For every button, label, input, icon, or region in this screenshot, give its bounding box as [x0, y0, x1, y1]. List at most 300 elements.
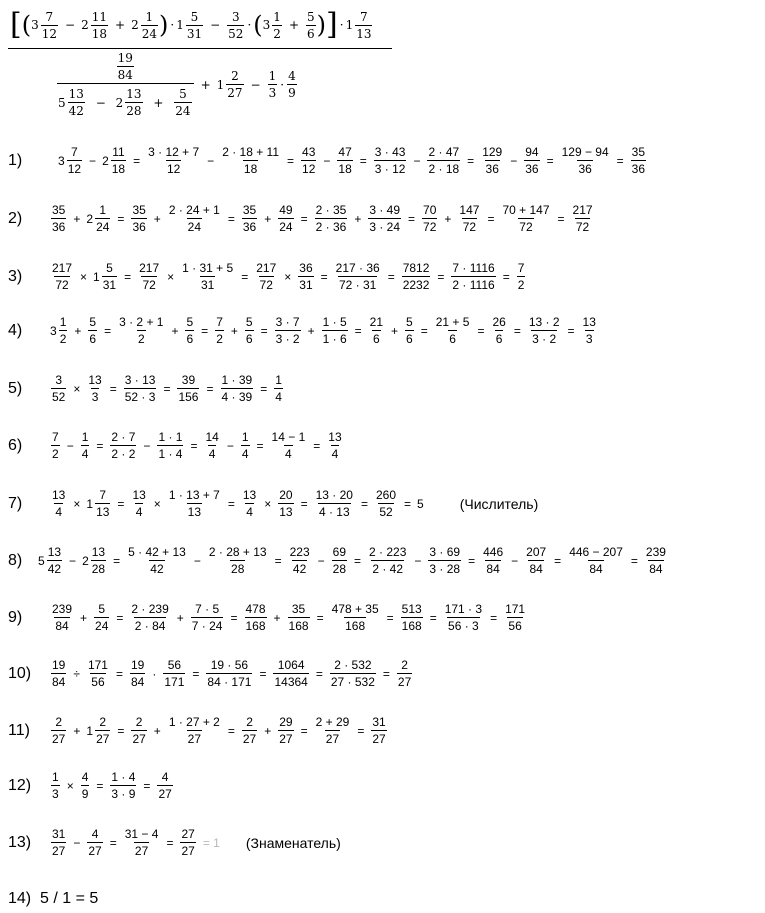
- fraction: [167, 489, 222, 518]
- operator: =: [468, 553, 476, 568]
- fraction: [527, 316, 562, 345]
- numerator: 7 · 1116: [452, 261, 495, 275]
- fraction: [287, 603, 311, 632]
- denominator: 56: [91, 675, 105, 689]
- denominator: 12: [67, 162, 82, 176]
- fraction: [334, 262, 382, 291]
- numerator: 1: [81, 430, 89, 444]
- denominator: 13: [96, 505, 110, 519]
- operator: −: [95, 95, 106, 110]
- numerator: 13: [242, 488, 257, 502]
- numerator: 43: [302, 145, 316, 159]
- numerator: 3: [55, 373, 63, 387]
- numerator: 13 · 20: [315, 488, 353, 502]
- step-number: 1): [8, 151, 23, 169]
- operator: +: [153, 211, 161, 226]
- operator: =: [315, 666, 323, 681]
- operator: +: [264, 211, 272, 226]
- denominator: 84: [649, 562, 663, 576]
- denominator: 31: [201, 278, 215, 292]
- fraction: [571, 204, 595, 233]
- operator: =: [113, 553, 121, 568]
- operator: =: [143, 778, 151, 793]
- denominator: 2: [52, 447, 59, 461]
- numerator: 5: [307, 9, 315, 24]
- denominator: 3: [52, 787, 59, 801]
- numerator: 3 · 2 + 1: [119, 315, 164, 329]
- numerator: 207: [526, 545, 547, 559]
- whole-part: 1: [176, 18, 184, 32]
- fraction: [50, 603, 74, 632]
- fraction: [129, 659, 146, 688]
- numerator: 2: [401, 658, 408, 672]
- operator: =: [166, 835, 174, 850]
- fraction: [567, 546, 625, 575]
- numerator: 1: [145, 9, 154, 24]
- denominator: 18: [111, 162, 126, 176]
- step-7: [8, 489, 763, 518]
- numerator: 69: [332, 545, 346, 559]
- denominator: 27: [372, 732, 386, 746]
- denominator: 2 · 84: [134, 619, 166, 633]
- fraction: [321, 316, 349, 345]
- denominator: 168: [401, 619, 422, 633]
- numerator: 35: [291, 602, 306, 616]
- operator: =: [557, 211, 565, 226]
- mixed-number: [86, 716, 111, 745]
- step-1: [8, 146, 763, 175]
- operator: =: [354, 553, 362, 568]
- fraction: [156, 771, 173, 800]
- numerator: 1 · 27 + 2: [168, 715, 220, 729]
- operator: =: [109, 381, 117, 396]
- numerator: 35: [52, 203, 66, 217]
- fraction: [370, 716, 387, 745]
- denominator: 2 · 42: [372, 562, 404, 576]
- operator: +: [444, 211, 452, 226]
- operator: =: [360, 496, 368, 511]
- numerator: 2 · 223: [369, 545, 407, 559]
- fraction: [214, 316, 225, 345]
- denominator: 27: [134, 844, 149, 858]
- fraction: [490, 316, 507, 345]
- numerator: 3 · 49: [369, 203, 401, 217]
- fraction: [110, 146, 127, 175]
- fraction: [421, 204, 438, 233]
- operator: =: [241, 269, 249, 284]
- denominator: 72: [259, 278, 273, 292]
- numerator: 2 + 29: [315, 715, 350, 729]
- numerator: 47: [338, 145, 352, 159]
- denominator: 52: [52, 390, 66, 404]
- operator: =: [300, 723, 308, 738]
- denominator: 36: [578, 162, 592, 176]
- numerator: 13: [126, 87, 142, 101]
- operator: ×: [73, 381, 81, 396]
- bracket: ): [316, 11, 327, 39]
- fraction: [240, 431, 251, 460]
- numerator: 31: [372, 715, 386, 729]
- bracket: [: [10, 7, 22, 42]
- denominator: 52: [379, 505, 393, 519]
- step-number: 11): [8, 721, 30, 739]
- operator: +: [200, 77, 211, 92]
- fraction: [270, 431, 308, 460]
- whole-part: 2: [102, 153, 109, 168]
- denominator: 72: [142, 278, 156, 292]
- operator: =: [357, 723, 365, 738]
- operator: −: [414, 553, 422, 568]
- operator: +: [153, 95, 164, 110]
- operator: =: [133, 153, 141, 168]
- step-12: [8, 771, 763, 800]
- fraction: [137, 262, 161, 291]
- denominator: 3 · 2: [532, 332, 557, 346]
- numerator: 2: [231, 69, 239, 83]
- numerator: 3 · 69: [429, 545, 461, 559]
- fraction: [581, 316, 598, 345]
- fraction: [336, 146, 353, 175]
- numerator: 13: [52, 488, 66, 502]
- denominator: 168: [345, 619, 366, 633]
- step-number: 4): [8, 321, 23, 339]
- numerator: 5: [186, 315, 194, 329]
- numerator: 7: [52, 430, 59, 444]
- fraction: [94, 716, 111, 745]
- numerator: 1: [99, 203, 107, 217]
- fraction: [277, 489, 294, 518]
- denominator: 6: [495, 332, 503, 346]
- fraction: [480, 146, 504, 175]
- operator: =: [386, 610, 394, 625]
- fraction: [220, 374, 255, 403]
- denominator: 27: [279, 732, 293, 746]
- operator: =: [192, 666, 200, 681]
- fraction: [374, 489, 398, 518]
- denominator: 4: [81, 447, 89, 461]
- numerator: 2 · 47: [428, 145, 460, 159]
- whole-part: 1: [86, 723, 94, 738]
- numerator: 1: [241, 430, 249, 444]
- step-4: [8, 316, 763, 345]
- denominator: 4: [208, 447, 216, 461]
- operator: +: [264, 723, 272, 738]
- numerator: 7: [517, 261, 525, 275]
- fraction: [130, 204, 147, 233]
- denominator: 2 · 18: [428, 162, 460, 176]
- fraction: [367, 204, 402, 233]
- numerator: 239: [52, 602, 73, 616]
- denominator: 2 · 36: [315, 220, 347, 234]
- denominator: 9: [288, 86, 296, 100]
- whole-part: 3: [58, 153, 65, 168]
- numerator: 7812: [402, 261, 430, 275]
- fraction: [500, 204, 551, 233]
- denominator: 6: [372, 332, 380, 346]
- final-answer: 5 / 1 = 5: [40, 890, 99, 907]
- fraction: [50, 374, 67, 403]
- fraction: [86, 659, 110, 688]
- fraction: [179, 828, 196, 857]
- fraction: [94, 489, 111, 518]
- numerator: 217: [52, 261, 73, 275]
- numerator: 2 · 24 + 1: [168, 203, 220, 217]
- mixed-number: [86, 489, 111, 518]
- bracket: ]: [326, 7, 338, 42]
- numerator: 11: [112, 145, 125, 159]
- denominator: 7 · 24: [191, 619, 223, 633]
- mixed-number: [82, 546, 107, 575]
- operator: −: [226, 438, 234, 453]
- numerator: 171: [505, 602, 526, 616]
- fraction: [644, 546, 668, 575]
- fraction: [190, 603, 225, 632]
- denominator: 6: [449, 332, 456, 346]
- operator: =: [404, 496, 412, 511]
- fraction: [457, 204, 481, 233]
- operator: −: [210, 18, 221, 32]
- numerator: 13: [328, 430, 342, 444]
- denominator: 3: [585, 332, 593, 346]
- denominator: 36: [242, 220, 257, 234]
- denominator: 27 · 532: [330, 675, 375, 689]
- denominator: 56: [508, 619, 522, 633]
- numerator: 13: [91, 545, 106, 559]
- dot-operator: ·: [339, 18, 344, 32]
- operator: ×: [284, 269, 292, 284]
- fraction: [156, 431, 184, 460]
- denominator: 31: [102, 278, 117, 292]
- whole-part: 1: [216, 77, 225, 92]
- math-token: 5: [417, 496, 424, 511]
- denominator: 42: [47, 562, 62, 576]
- denominator: 42: [68, 104, 84, 118]
- denominator: 4: [55, 505, 63, 519]
- denominator: 6: [406, 332, 413, 346]
- denominator: 2 · 2: [111, 447, 136, 461]
- fraction: [50, 659, 67, 688]
- operator: =: [163, 381, 171, 396]
- dot-operator: ·: [280, 77, 285, 92]
- denominator: 27: [181, 844, 195, 858]
- numerator: 70: [423, 203, 437, 217]
- denominator: 28: [332, 562, 346, 576]
- numerator: 26: [492, 315, 506, 329]
- numerator: 3 · 7: [275, 315, 300, 329]
- numerator: 2 · 7: [111, 430, 136, 444]
- operator: =: [260, 381, 268, 396]
- numerator: 36: [299, 261, 313, 275]
- numerator: 239: [645, 545, 666, 559]
- operator: =: [630, 553, 638, 568]
- numerator: 2 · 18 + 11: [222, 145, 280, 159]
- operator: +: [171, 323, 179, 338]
- numerator: 35: [631, 145, 646, 159]
- fraction: [241, 489, 258, 518]
- denominator: 31: [299, 278, 313, 292]
- fraction: [244, 316, 255, 345]
- fraction: [373, 146, 408, 175]
- numerator: 217 · 36: [335, 261, 380, 275]
- step-3: [8, 262, 763, 291]
- operator: −: [66, 438, 74, 453]
- numerator: 19: [131, 658, 145, 672]
- fraction: [220, 146, 281, 175]
- fraction: [207, 546, 269, 575]
- numerator: 3 · 13: [124, 373, 156, 387]
- denominator: 36: [525, 162, 539, 176]
- denominator: 4: [331, 447, 339, 461]
- denominator: 171: [164, 675, 185, 689]
- denominator: 6: [245, 332, 253, 346]
- numerator: 35: [242, 203, 257, 217]
- step-number: 8): [8, 551, 23, 569]
- fraction: [426, 146, 461, 175]
- numerator: 13: [582, 315, 596, 329]
- whole-part: 1: [86, 496, 94, 511]
- denominator: 2: [137, 332, 145, 346]
- numerator: 171 · 3: [444, 602, 483, 616]
- step-13: [8, 828, 763, 857]
- fraction: [481, 546, 505, 575]
- numerator: 4: [91, 827, 99, 841]
- denominator: 168: [288, 619, 309, 633]
- denominator: 27: [187, 732, 202, 746]
- denominator: 52 · 3: [124, 390, 156, 404]
- fraction: [50, 771, 61, 800]
- dot-operator: ·: [170, 18, 175, 32]
- fraction: [50, 489, 67, 518]
- step-2: [8, 204, 763, 233]
- fraction: [524, 546, 548, 575]
- fraction: [58, 316, 69, 345]
- denominator: 6: [307, 26, 315, 41]
- whole-part: 2: [131, 18, 139, 32]
- operator: =: [109, 835, 117, 850]
- operator: =: [116, 610, 124, 625]
- operator: =: [274, 553, 282, 568]
- step-number: 6): [8, 436, 23, 454]
- denominator: 24: [141, 26, 157, 41]
- fraction: [241, 716, 258, 745]
- denominator: 2: [59, 332, 67, 346]
- fraction: [272, 659, 309, 688]
- fraction: [46, 546, 63, 575]
- numerator: 19: [117, 51, 133, 65]
- fraction: [123, 374, 158, 403]
- denominator: 13: [187, 505, 202, 519]
- numerator: 70 + 147: [502, 203, 550, 217]
- numerator: 513: [401, 602, 422, 616]
- denominator: 14364: [274, 675, 308, 689]
- fraction: [86, 374, 103, 403]
- fraction: [523, 146, 540, 175]
- mixed-number: [38, 546, 63, 575]
- fraction: [244, 603, 268, 632]
- dot-operator: ·: [247, 18, 252, 32]
- numerator: 5: [406, 315, 413, 329]
- fraction: [443, 603, 484, 632]
- operator: =: [513, 323, 521, 338]
- operator: −: [69, 553, 77, 568]
- numerator: 1: [275, 373, 282, 387]
- denominator: 24: [187, 220, 202, 234]
- denominator: 36: [485, 162, 499, 176]
- step-number: 13): [8, 833, 32, 851]
- whole-part: 2: [115, 95, 124, 110]
- operator: =: [554, 553, 562, 568]
- operator: ×: [264, 496, 272, 511]
- fraction: [146, 146, 201, 175]
- denominator: 12: [302, 162, 316, 176]
- operator: =: [467, 153, 475, 168]
- denominator-note: (Знаменатель): [245, 834, 341, 851]
- fraction: [434, 316, 472, 345]
- denominator: 18: [338, 162, 352, 176]
- numerator: 2 · 28 + 13: [208, 545, 267, 559]
- fraction: [101, 262, 118, 291]
- mixed-number: [50, 316, 68, 345]
- denominator: 2232: [402, 278, 430, 292]
- fraction: [203, 431, 220, 460]
- denominator: 12: [166, 162, 181, 176]
- numerator: 1 · 31 + 5: [182, 261, 234, 275]
- operator: =: [354, 323, 362, 338]
- whole-part: 2: [81, 18, 89, 32]
- numerator: 19: [52, 658, 66, 672]
- operator: =: [616, 153, 624, 168]
- numerator: 94: [525, 145, 539, 159]
- operator: ÷: [73, 666, 80, 681]
- operator: +: [288, 18, 299, 32]
- fraction: [90, 546, 107, 575]
- denominator: 4: [285, 447, 292, 461]
- fraction: [273, 374, 284, 403]
- fraction: [80, 431, 91, 460]
- operator: +: [391, 323, 399, 338]
- denominator: 27: [88, 844, 102, 858]
- operator: +: [273, 610, 281, 625]
- operator: =: [320, 269, 328, 284]
- fraction: [330, 603, 381, 632]
- numerator: 1 · 39: [221, 373, 253, 387]
- denominator: 84: [131, 675, 145, 689]
- numerator: 217: [256, 261, 277, 275]
- operator: =: [420, 323, 428, 338]
- fraction: [167, 204, 222, 233]
- denominator: 27: [325, 732, 340, 746]
- numerator: 4: [288, 69, 296, 83]
- mixed-number: [93, 262, 118, 291]
- bracket: (: [253, 11, 263, 39]
- fraction: [300, 146, 317, 175]
- mixed-number: [58, 146, 83, 175]
- operator: −: [510, 153, 518, 168]
- numerator: 20: [279, 488, 293, 502]
- operator: ×: [153, 496, 161, 511]
- grey-result: = 1: [202, 835, 220, 850]
- step-number: 9): [8, 608, 23, 626]
- fraction: [516, 262, 527, 291]
- denominator: 27: [132, 732, 146, 746]
- denominator: 3: [91, 390, 99, 404]
- operator: +: [115, 18, 126, 32]
- fraction: [80, 771, 91, 800]
- operator: =: [117, 211, 125, 226]
- denominator: 27: [96, 732, 110, 746]
- fraction: [93, 603, 110, 632]
- operator: =: [316, 610, 324, 625]
